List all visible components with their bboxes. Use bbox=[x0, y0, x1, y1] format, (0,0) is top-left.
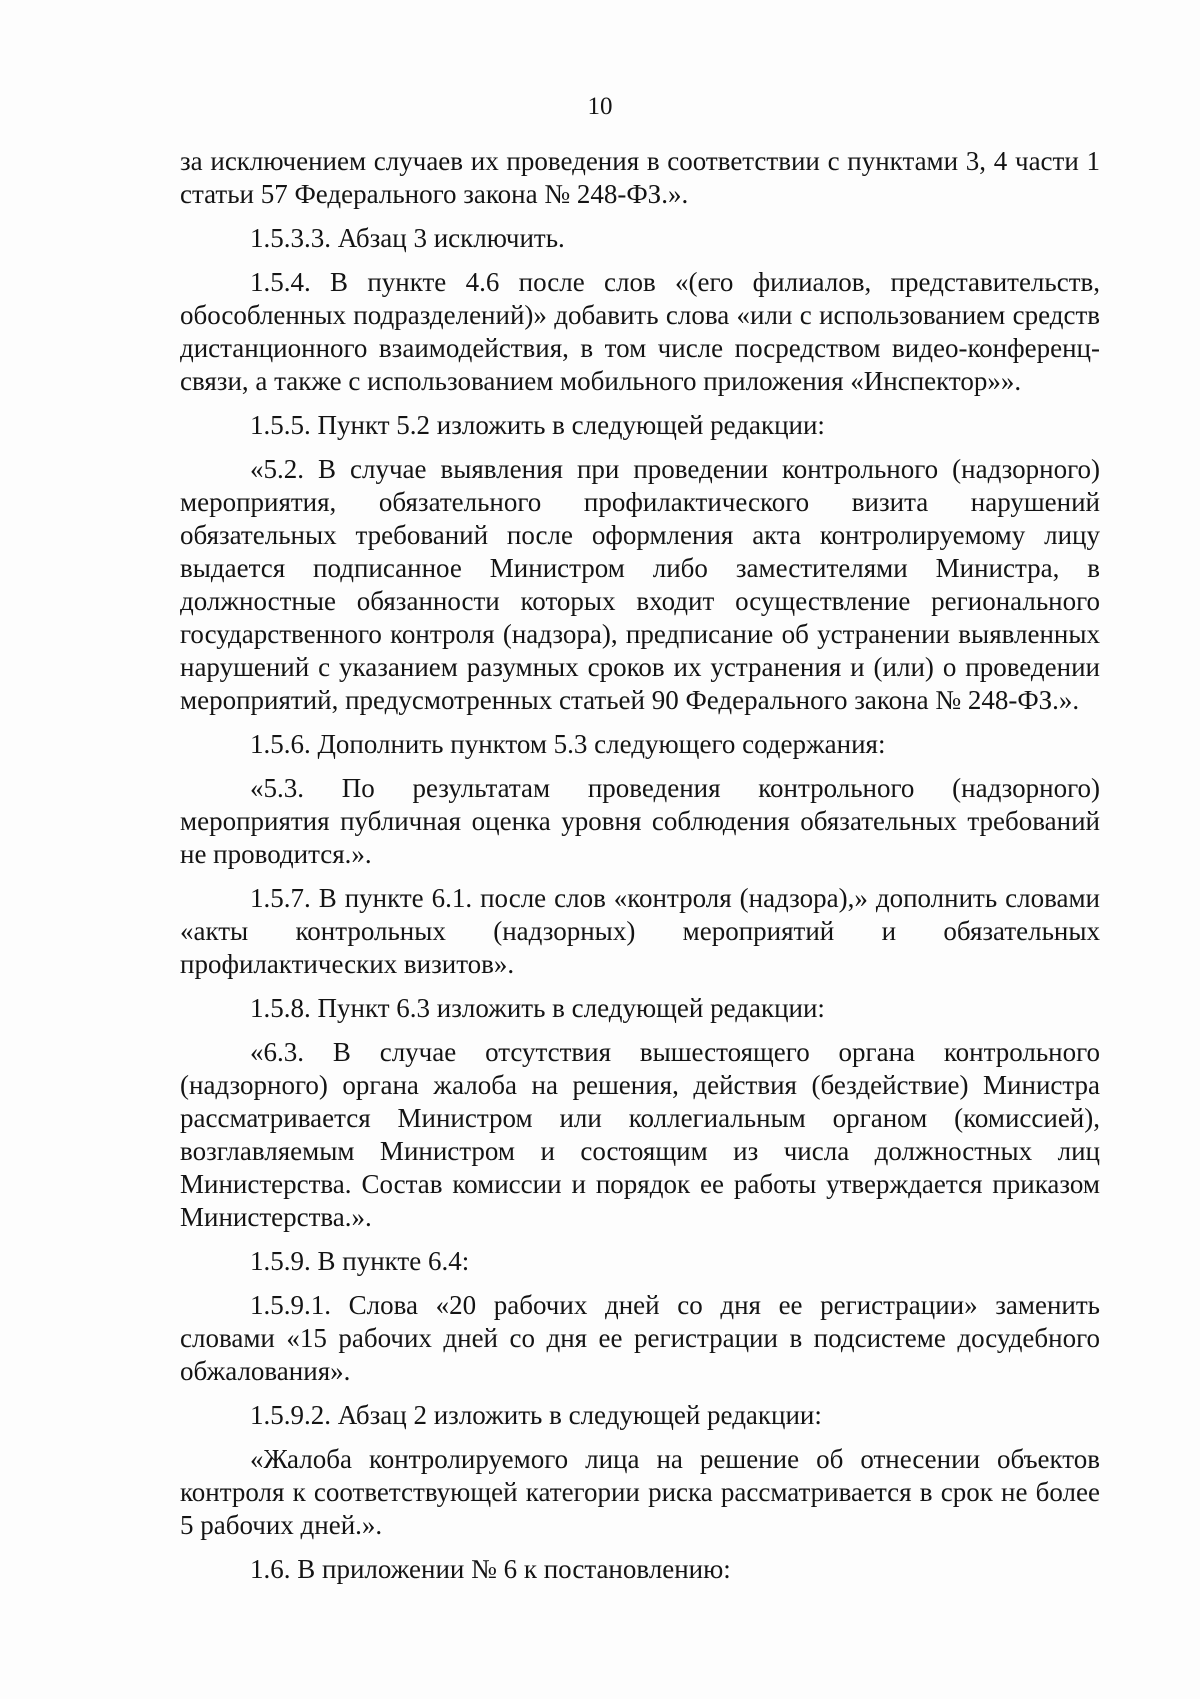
paragraph-1-5-9-1: 1.5.9.1. Слова «20 рабочих дней со дня ее регистрации» заменить словами «15 рабочих дней со дня ее регистрации в подсистеме досудебного обжалования». bbox=[180, 1290, 1100, 1386]
paragraph-1-5-3-3: 1.5.3.3. Абзац 3 исключить. bbox=[250, 223, 565, 253]
paragraph-1-5-5: 1.5.5. Пункт 5.2 изложить в следующей редакции: bbox=[250, 410, 825, 440]
paragraph-quote-5-2: «5.2. В случае выявления при проведении контрольного (надзорного) мероприятия, обязательного профилактического визита нарушений обязательных требований после оформления акта контролируемому лицу выдается подписанное Министром либо заместителями Министра, в должностные обязанности которых входит осуществление регионального государственного контроля (надзора), предписание об устранении выявленных нарушений с указанием разумных сроков их устранения и (или) о проведении мероприятий, предусмотренных статьей 90 Федерального закона № 248-ФЗ.». bbox=[180, 454, 1100, 715]
paragraph-1-5-9-2: 1.5.9.2. Абзац 2 изложить в следующей редакции: bbox=[250, 1400, 822, 1430]
paragraph-1-5-9: 1.5.9. В пункте 6.4: bbox=[250, 1246, 470, 1276]
paragraph-quote-5-3: «5.3. По результатам проведения контрольного (надзорного) мероприятия публичная оценка уровня соблюдения обязательных требований не проводится.». bbox=[180, 773, 1100, 869]
document-body bbox=[180, 145, 1100, 1597]
page-number: 10 bbox=[587, 93, 613, 120]
paragraph-quote-complaint: «Жалоба контролируемого лица на решение об отнесении объектов контроля к соответствующей категории риска рассматривается в срок не более 5 рабочих дней.». bbox=[180, 1444, 1100, 1540]
paragraph-1-5-7: 1.5.7. В пункте 6.1. после слов «контроля (надзора),» дополнить словами «акты контрольных (надзорных) мероприятий и обязательных профилактических визитов». bbox=[180, 883, 1100, 979]
paragraph-quote-6-3: «6.3. В случае отсутствия вышестоящего органа контрольного (надзорного) органа жалоба на решения, действия (бездействие) Министра рассматривается Министром или коллегиальным органом (комиссией), возглавляемым Министром и состоящим из числа должностных лиц Министерства. Состав комиссии и порядок ее работы утверждается приказом Министерства.». bbox=[180, 1037, 1100, 1232]
paragraph-1-5-8: 1.5.8. Пункт 6.3 изложить в следующей редакции: bbox=[250, 993, 825, 1023]
paragraph-1-5-4: 1.5.4. В пункте 4.6 после слов «(его филиалов, представительств, обособленных подразделений)» добавить слова «или с использованием средств дистанционного взаимодействия, в том числе посредством видео-конференц-связи, а также с использованием мобильного приложения «Инспектор»». bbox=[180, 267, 1100, 396]
paragraph-continuation: за исключением случаев их проведения в соответствии с пунктами 3, 4 части 1 статьи 57 Федерального закона № 248-ФЗ.». bbox=[180, 146, 1100, 209]
paragraph-1-6: 1.6. В приложении № 6 к постановлению: bbox=[250, 1554, 731, 1584]
paragraph-1-5-6: 1.5.6. Дополнить пунктом 5.3 следующего содержания: bbox=[250, 729, 886, 759]
